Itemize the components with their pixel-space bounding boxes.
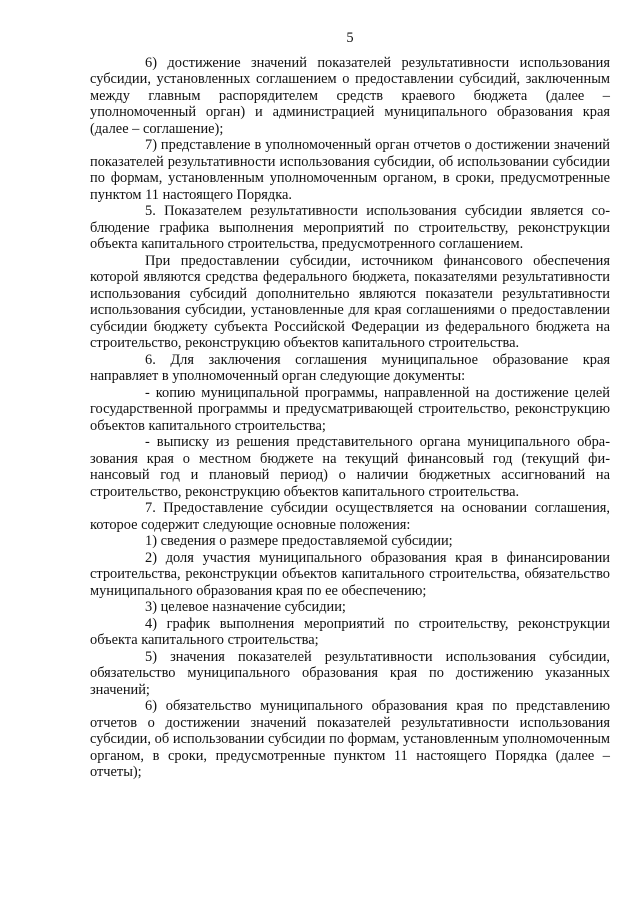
page-number: 5 [346,30,354,46]
paragraph: 7) представление в уполномоченный орган отчетов о достижении значений показателей результативности использования субсидии, об использовании субсидии по формам, установленным уполномоченным органом, в сроки, предусмотренные пунктом 11 настоящего Порядка. [90,137,610,203]
list-item: 2) доля участия муниципального образования края в финансировании строительства, реконструкции объектов капитального строительства, обязательство муниципального образования края по ее обеспечению; [90,549,610,599]
list-item: 1) сведения о размере предоставляемой субсидии; [145,533,453,549]
list-item: 5) значения показателей результативности использования субсидии, обязательство муниципального образования края по достижению указанных значений; [90,648,610,698]
paragraph: 6. Для заключения соглашения муниципальное образование края направляет в уполномоченный орган следующие документы: [90,351,610,384]
paragraph: 6) достижение значений показателей результативности использования субсидии, установленных соглашением о предоставлении субсидий, заключенным между главным распорядителем средств краевого бюджета (далее – уполномоченный орган) и администрацией муниципального образования края (далее – соглашение); [90,54,610,137]
list-item: 3) целевое назначение субсидии; [145,599,346,615]
list-item: - копию муниципальной программы, направленной на достижение целей государственной программы и предусматривающей строительство, реконструкцию объектов капитального строительства; [90,384,610,434]
list-item: - выписку из решения представительного органа муниципального образования края о местном бюджете на текущий финансовый год (текущий финансовый год и плановый период) о наличии бюджетных ассигнований на строительство, реконструкцию объектов капитального строительства. [90,434,610,500]
paragraph: При предоставлении субсидии, источником финансового обеспечения которой являются средства федерального бюджета, показателями результативности использования субсидий дополнительно являются показатели результативности использования субсидии, установленные для края соглашениями о предоставлении субсидии бюджету субъекта Российской Федерации из федерального бюджета на строительство, реконструкцию объектов капитального строительства. [90,252,610,351]
paragraph: 7. Предоставление субсидии осуществляется на основании соглашения, которое содержит следующие основные положения: [90,500,610,533]
paragraph: 5. Показателем результативности использования субсидии является соблюдение графика выполнения мероприятий по строительству, реконструкции объекта капитального строительства, предусмотренного соглашением. [90,203,610,252]
document-page [90,30,610,781]
list-item: 4) график выполнения мероприятий по строительству, реконструкции объекта капитального строительства; [90,615,610,648]
list-item: 6) обязательство муниципального образования края по представлению отчетов о достижении значений показателей результативности использования субсидии, об использовании субсидии по формам, установленным уполномоченным органом, в сроки, предусмотренные пунктом 11 настоящего Порядка (далее – отчеты); [90,698,610,780]
